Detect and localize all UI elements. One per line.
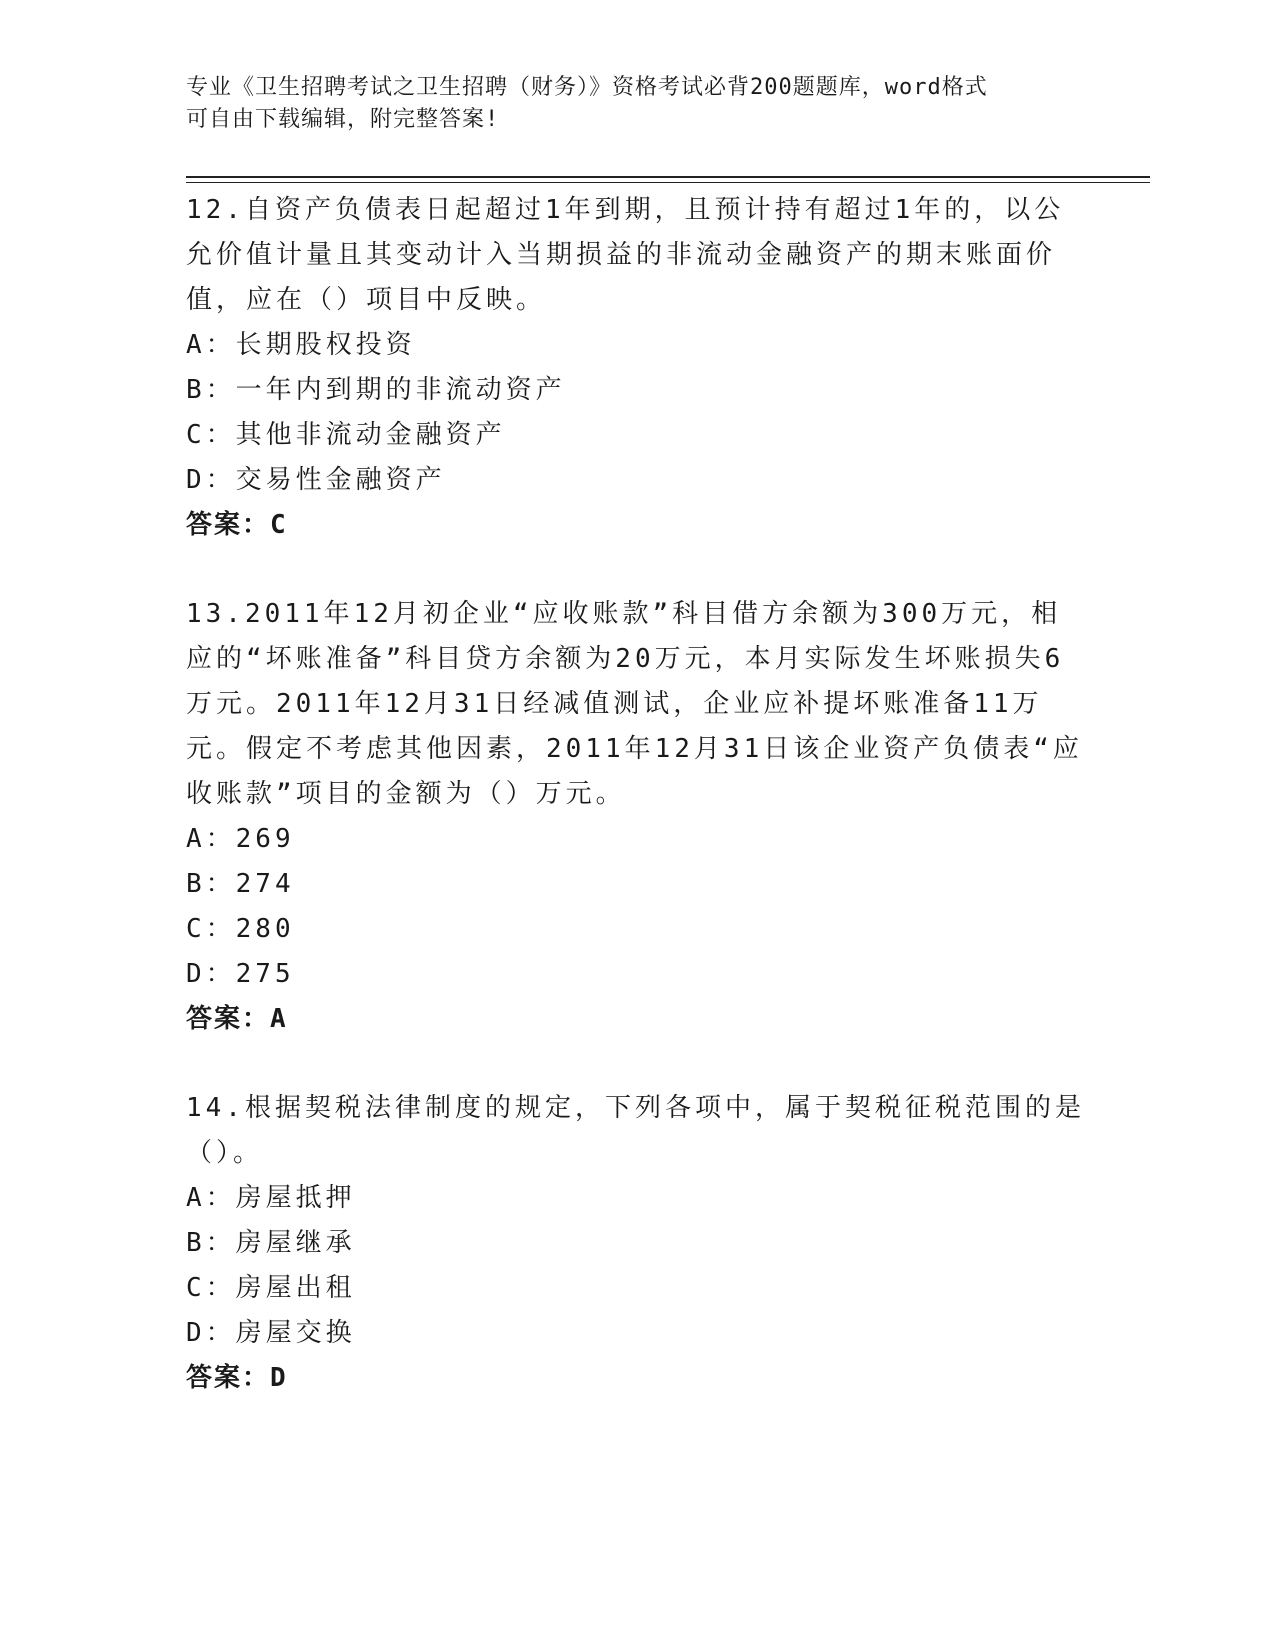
option-a: A：269	[186, 824, 295, 854]
header-title-line-1: 专业《卫生招聘考试之卫生招聘（财务）》资格考试必背200题题库，word格式	[186, 75, 988, 100]
option-d: D：275	[186, 959, 295, 989]
header-divider-thick	[186, 176, 1150, 178]
option-d: D：房屋交换	[186, 1318, 356, 1348]
question-stem: 14.根据契税法律制度的规定，下列各项中，属于契税征税范围的是（）。	[186, 1093, 1085, 1168]
header-title-line-2: 可自由下载编辑，附完整答案!	[186, 107, 500, 132]
option-a: A：房屋抵押	[186, 1183, 356, 1213]
option-c: C：280	[186, 914, 295, 944]
answer-label: 答案：D	[186, 1363, 288, 1393]
answer-label: 答案：A	[186, 1004, 288, 1034]
question-list	[186, 188, 1086, 1445]
option-b: B：一年内到期的非流动资产	[186, 375, 566, 405]
option-c: C：房屋出租	[186, 1273, 356, 1303]
question-stem: 13.2011年12月初企业“应收账款”科目借方余额为300万元，相应的“坏账准备”科目贷方余额为20万元，本月实际发生坏账损失6万元。2011年12月31日经减值测试，企业应补提坏账准备11万元。假定不考虑其他因素，2011年12月31日该企业资产负债表“应收账款”项目的金额为（）万元。	[186, 599, 1083, 809]
option-b: B：274	[186, 869, 295, 899]
document-header	[186, 72, 1066, 136]
option-d: D：交易性金融资产	[186, 465, 446, 495]
question-stem: 12.自资产负债表日起超过1年到期，且预计持有超过1年的，以公允价值计量且其变动计入当期损益的非流动金融资产的期末账面价值，应在（）项目中反映。	[186, 195, 1065, 315]
option-c: C：其他非流动金融资产	[186, 420, 506, 450]
option-a: A：长期股权投资	[186, 330, 416, 360]
question-12	[186, 188, 1086, 548]
question-13	[186, 592, 1086, 1042]
question-14	[186, 1086, 1086, 1401]
header-divider-thin	[186, 182, 1150, 183]
option-b: B：房屋继承	[186, 1228, 356, 1258]
answer-label: 答案：C	[186, 510, 288, 540]
